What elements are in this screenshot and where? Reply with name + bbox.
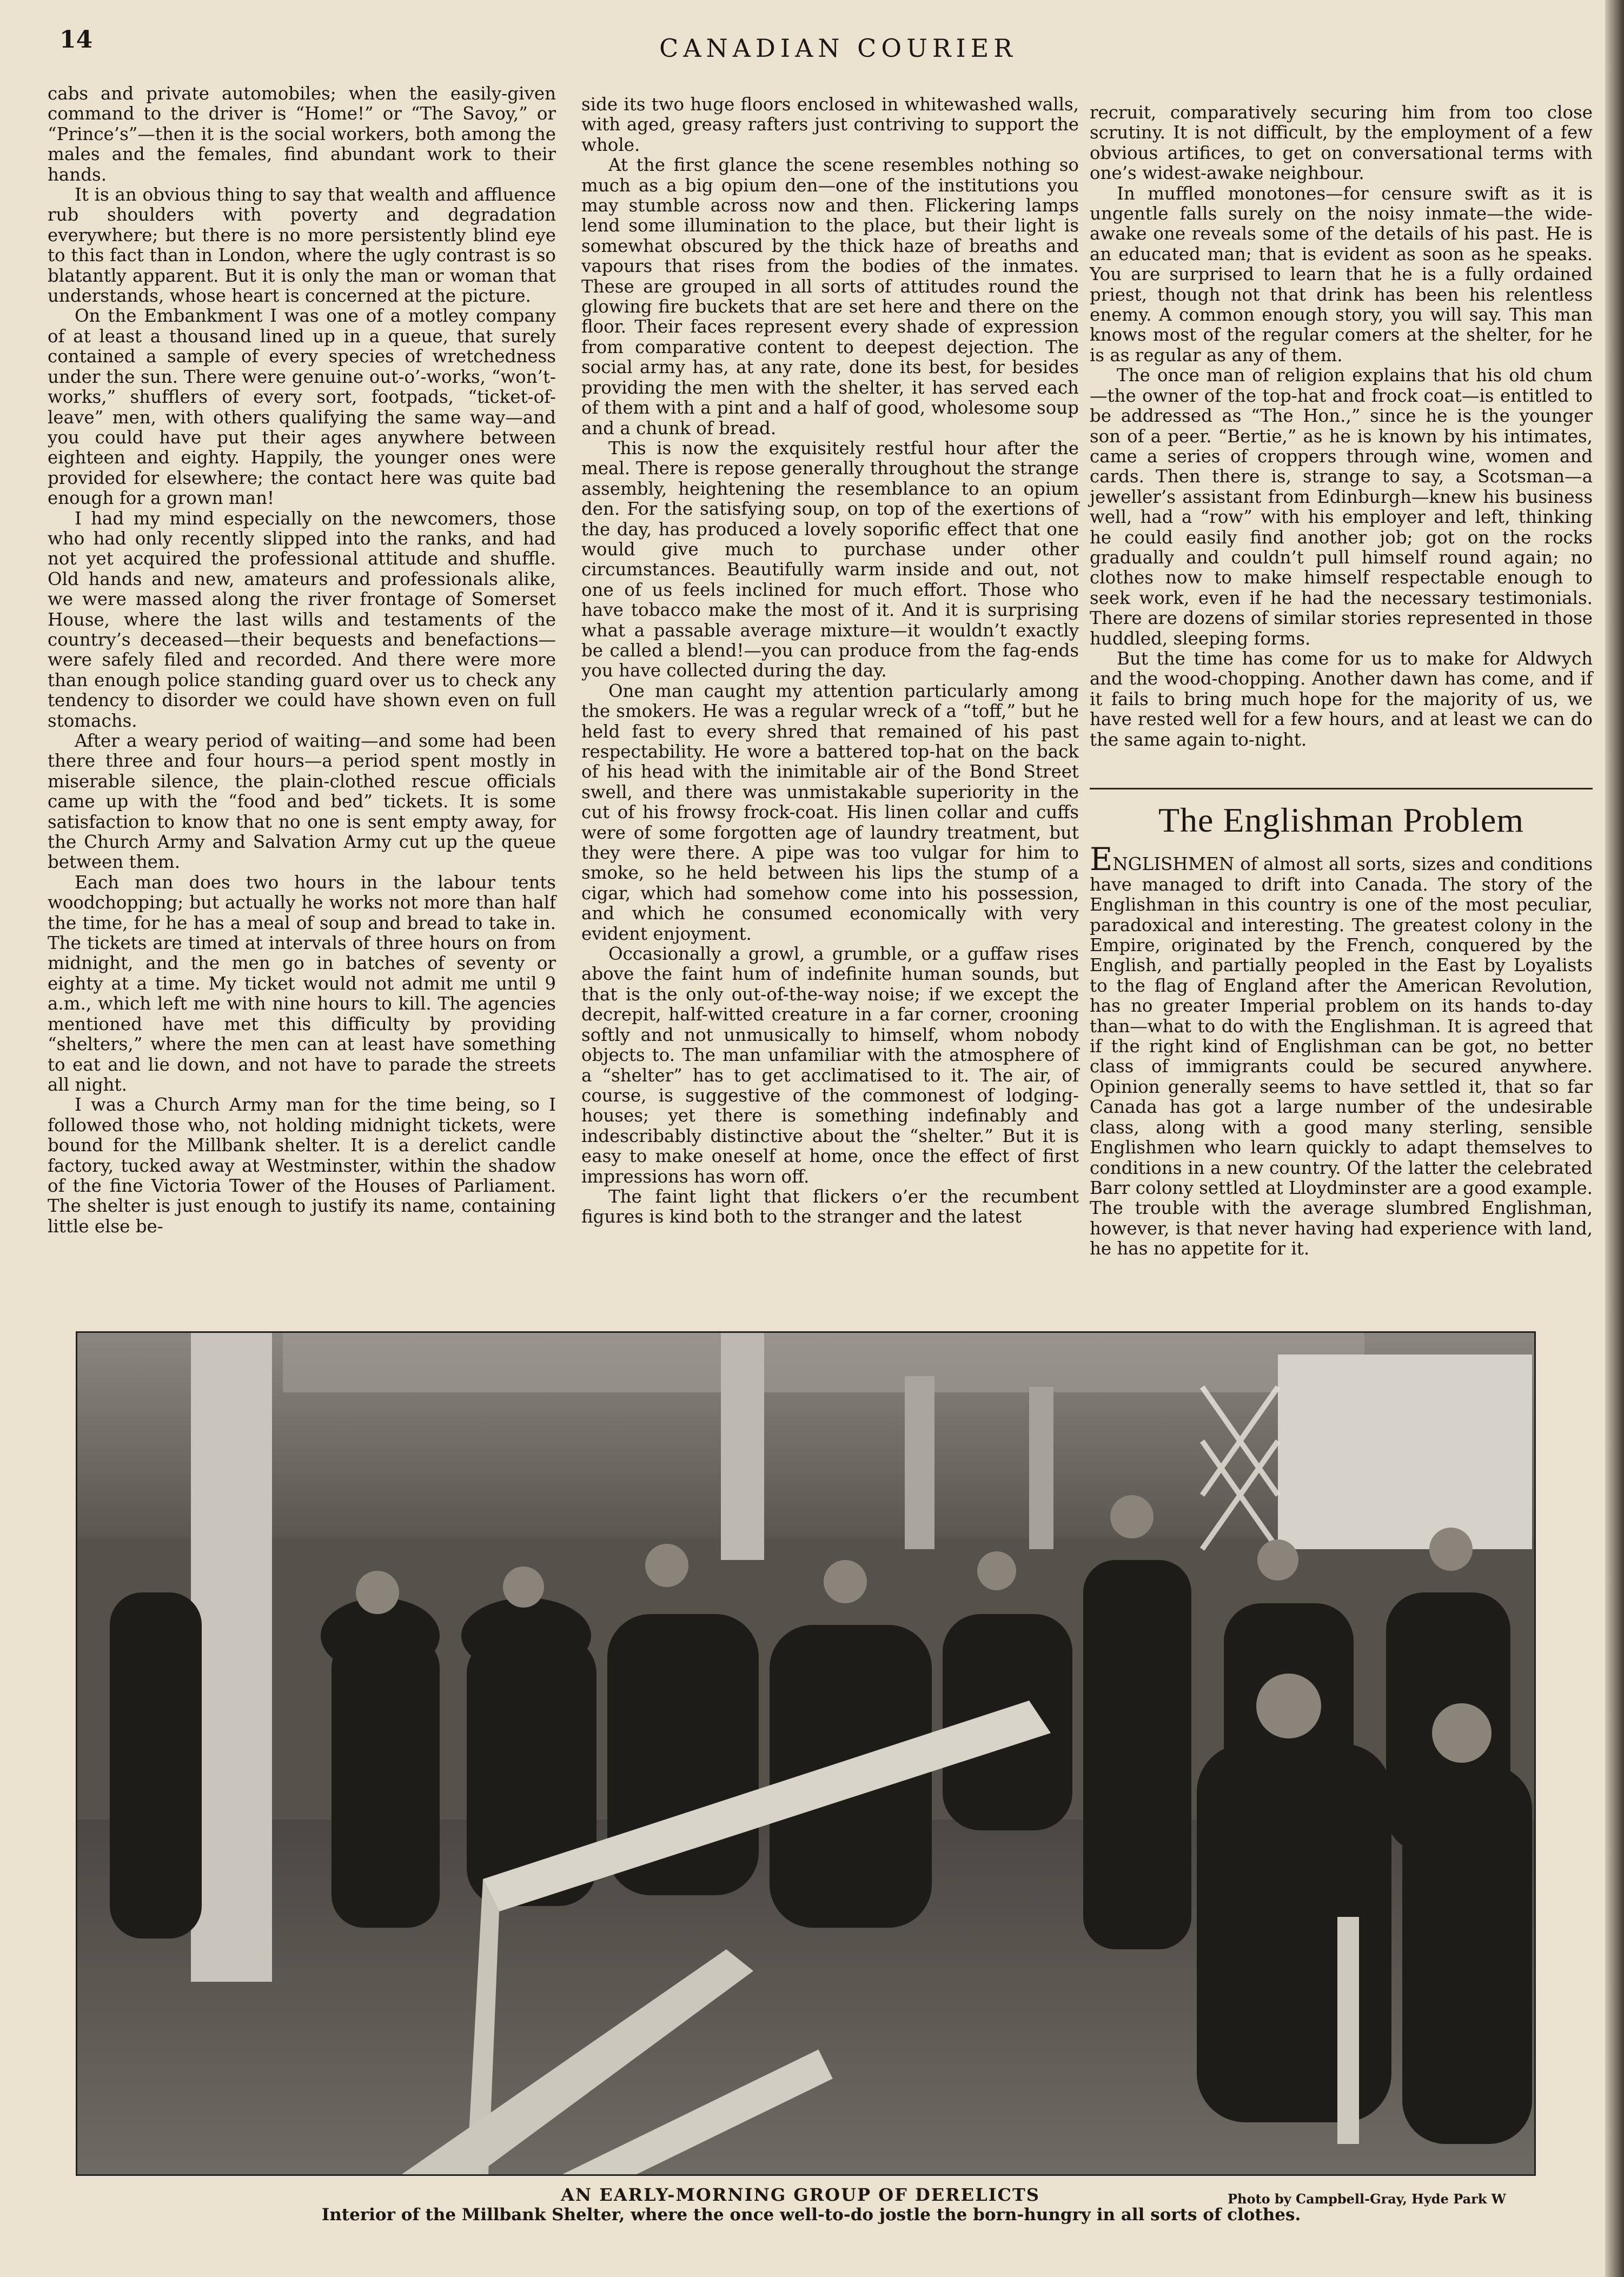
column-2 (581, 95, 1079, 1227)
article-text: NGLISHMEN of almost all sorts, sizes and conditions have managed to drift into Canada. The story of the Englishman in this country is one of the most peculiar, paradoxical and interesting. The greatest colony in the Empire, originated by the French, conquered by the English, and partially peopled in the East by Loyalists to the flag of England after the American Revolution, has no greater Imperial problem on its hands to-day than—what to do with the Englishman. It is agreed that if the right kind of Englishman can be got, no better class of immigrants could be secured anywhere. Opinion generally seems to have settled it, that so far Canada has got a large number of the undesirable class, along with a good many sterling, sensible Englishmen who learn quickly to adapt themselves to conditions in a new country. Of the latter the celebrated Barr colony settled at Lloydminster are a good example. The trouble with the average slumbred Englishman, however, is that never having had experience with land, he has no appetite for it. (1090, 854, 1593, 1259)
paragraph: But the time has come for us to make for Aldwych and the wood-chopping. Another dawn has come, and if it fails to bring much hope for the majority of us, we have rested well for a few hours, and at least we can do the same again to-night. (1090, 648, 1593, 750)
paragraph: recruit, comparatively securing him from too close scrutiny. It is not difficult, by the employment of a few obvious artifices, to get on conversational terms with one’s widest-awake neighbour. (1090, 102, 1593, 184)
column-1 (48, 84, 556, 1237)
shelter-photograph (76, 1331, 1536, 2176)
paragraph: At the first glance the scene resembles nothing so much as a big opium den—one of the institutions you may stumble across now and then. Flickering lamps lend some illumination to the place, but their light is somewhat obscured by the thick haze of breaths and vapours that rises from the bodies of the inmates. These are grouped in all sorts of attitudes round the glowing fire buckets that are set here and there on the floor. Their faces represent every shade of expression from comparative content to deepest dejection. The social army has, at any rate, done its best, for besides providing the men with the shelter, it has served each of them with a pint and a half of good, wholesome soup and a chunk of bread. (581, 155, 1079, 439)
paragraph: It is an obvious thing to say that wealth and affluence rub shoulders with poverty and degradation everywhere; but there is no more persistently blind eye to this fact than in London, where the ugly contrast is so blatantly apparent. But it is only the man or woman that understands, whose heart is concerned at the picture. (48, 184, 556, 307)
paragraph: This is now the exquisitely restful hour after the meal. There is repose generally throughout the strange assembly, heightening the resemblance to an opium den. For the satisfying soup, on top of the exertions of the day, has produced a lovely soporific effect that one would give much to purchase under other circumstances. Beautifully warm inside and out, not one of us feels inclined for much effort. Those who have tobacco make the most of it. And it is surprising what a passable average mixture—it wouldn’t exactly be called a blend!—you can produce from the fag-ends you have collected during the day. (581, 437, 1079, 681)
article-headline: The Englishman Problem (1090, 788, 1593, 830)
paragraph: Each man does two hours in the labour tents woodchopping; but actually he works not more than half the time, for he has a meal of soup and bread to take in. The tickets are timed at intervals of three hours on from midnight, and the men go in batches of seventy or eighty at a time. My ticket would not admit me until 9 a.m., which left me with nine hours to kill. The agencies mentioned have met this difficulty by providing “shelters,” where the men can at least have something to eat and lie down, and not have to parade the streets all night. (48, 872, 556, 1095)
binding-gutter (1605, 0, 1624, 2277)
photo-caption: Interior of the Millbank Shelter, where the once well-to-do jostle the born-hungry in all sorts of clothes. (321, 2205, 1301, 2225)
photo-caption-title: AN EARLY-MORNING GROUP OF DERELICTS (561, 2185, 1040, 2205)
paragraph: Occasionally a growl, a grumble, or a guffaw rises above the faint hum of indefinite human sounds, but that is the only out-of-the-way noise; if we except the decrepit, half-witted creature in a far corner, crooning softly and not unmusically to himself, whom nobody objects to. The man unfamiliar with the atmosphere of a “shelter” has to get acclimatised to it. The air, of course, is suggestive of the commonest of lodging-houses; yet there is something indefinably and indescribably distinctive about the “shelter.” But it is easy to make oneself at home, once the effect of first impressions has worn off. (581, 944, 1079, 1187)
page-number: 14 (59, 26, 93, 54)
paragraph: On the Embankment I was one of a motley company of at least a thousand lined up in a queue, that surely contained a sample of every species of wretchedness under the sun. There were genuine out-o’-works, “won’t-works,” shufflers of every sort, footpads, “ticket-of-leave” men, with others qualifying the same way—and you could have put their ages anywhere between eighteen and eighty. Happily, the younger ones were provided for elsewhere; the contact here was quite bad enough for a grown man! (48, 306, 556, 509)
paragraph: The once man of religion explains that his old chum—the owner of the top-hat and frock coat—is entitled to be addressed as “The Hon.,” since he is the younger son of a peer. “Bertie,” as he is known by his intimates, came a series of croppers through wine, women and cards. Then there is, strange to say, a Scotsman—a jeweller’s assistant from Edinburgh—knew his business well, had a “row” with his employer and left, thinking he could easily find another job; got on the rocks gradually and couldn’t pull himself round again; no clothes now to make himself respectable enough to seek work, even if he had the necessary testimonials. There are dozens of similar stories represented in those huddled, sleeping forms. (1090, 365, 1593, 649)
paragraph: In muffled monotones—for censure swift as it is ungentle falls surely on the noisy inmate—the wide-awake one reveals some of the details of his past. He is an educated man; that is evident as soon as he speaks. You are surprised to learn that he is a fully ordained priest, though not that drink has been his relentless enemy. A common enough story, you will say. This man knows most of the regular comers at the shelter, for he is as regular as any of them. (1090, 183, 1593, 366)
paragraph: After a weary period of waiting—and some had been there three and four hours—a period spent mostly in miserable silence, the plain-clothed rescue officials came up with the “food and bed” tickets. It is some satisfaction to know that no one is sent empty away, for the Church Army and Salvation Army cut up the queue between them. (48, 731, 556, 873)
paragraph: cabs and private automobiles; when the easily-given command to the driver is “Home!” or “The Savoy,” or “Prince’s”—then it is the social workers, both among the males and the females, find abundant work to their hands. (48, 83, 556, 185)
drop-cap: E (1090, 841, 1113, 878)
photo-illustration (77, 1333, 1534, 2174)
paragraph: I had my mind especially on the newcomers, those who had only recently slipped into the ranks, and had not yet acquired the professional attitude and shuffle. Old hands and new, amateurs and professionals alike, we were massed along the river frontage of Somerset House, where the last wills and testaments of the country’s deceased—their bequests and benefactions—were safely filed and recorded. And there were more than enough police standing guard over us to check any tendency to disorder we could have shown even on full stomachs. (48, 508, 556, 731)
column-3 (1090, 103, 1593, 1259)
article-body (1090, 841, 1593, 1259)
photo-credit: Photo by Campbell-Gray, Hyde Park W (1228, 2191, 1506, 2207)
paragraph: The faint light that flickers o’er the recumbent figures is kind both to the stranger and the latest (581, 1186, 1079, 1227)
publication-title: CANADIAN COURIER (659, 34, 1017, 63)
paragraph: One man caught my attention particularly among the smokers. He was a regular wreck of a “toff,” but he held fast to every shred that remained of his past respectability. He wore a battered top-hat on the back of his head with the inimitable air of the Bond Street swell, and there was unmistakable superiority in the cut of his frowsy frock-coat. His linen collar and cuffs were of some forgotten age of laundry treatment, but they were there. A pipe was too vulgar for him to smoke, so he held between his lips the stump of a cigar, which had somehow come into his possession, and which he consumed economically with very evident enjoyment. (581, 680, 1079, 944)
paragraph: side its two huge floors enclosed in whitewashed walls, with aged, greasy rafters just contriving to support the whole. (581, 94, 1079, 155)
paragraph: I was a Church Army man for the time being, so I followed those who, not holding midnight tickets, were bound for the Millbank shelter. It is a derelict candle factory, tucked away at Westminster, within the shadow of the fine Victoria Tower of the Houses of Parliament. The shelter is just enough to justify its name, containing little else be- (48, 1094, 556, 1237)
